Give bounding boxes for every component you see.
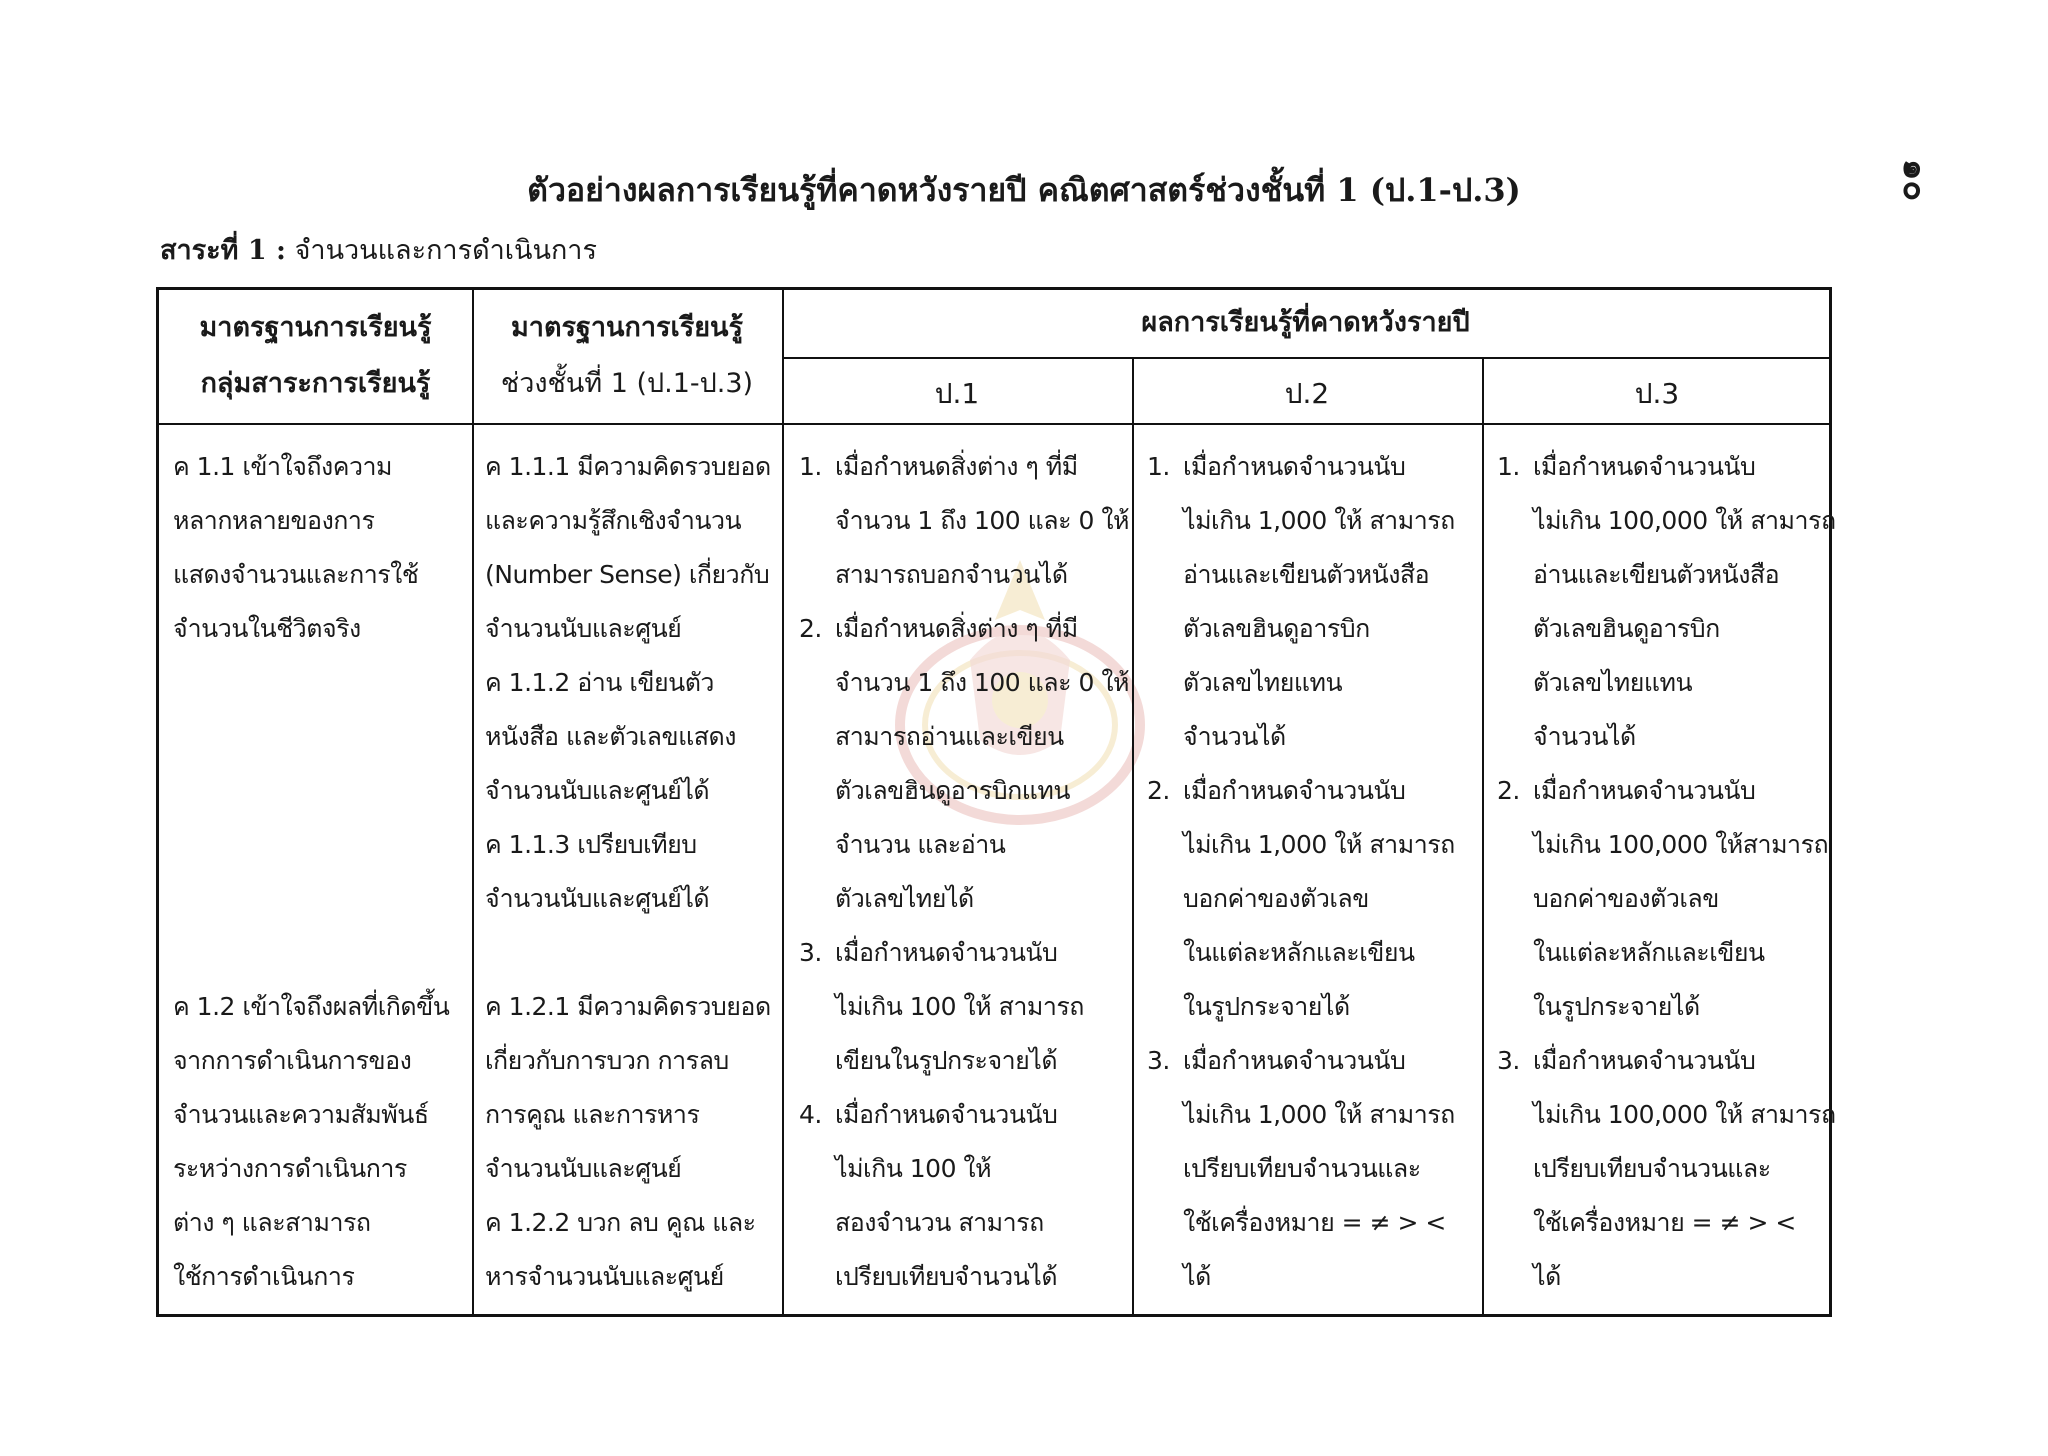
p3-line-text: ตัวเลขฮินดูอารบิก	[1533, 614, 1720, 643]
p3-line-text: ไม่เกิน 100,000 ให้ สามารถ	[1533, 506, 1836, 535]
p2-line	[1147, 602, 1477, 656]
p3-item-number: 1.	[1497, 452, 1520, 481]
col2-line: ค 1.2.1 มีความคิดรวบยอด	[485, 992, 771, 1021]
p2-line-text: ใช้เครื่องหมาย = ≠ > <	[1183, 1208, 1446, 1237]
col2-line: และความรู้สึกเชิงจำนวน	[485, 506, 742, 535]
p1-line-text: จำนวน และอ่าน	[835, 830, 1006, 859]
p1-line	[799, 710, 1129, 764]
p1-line-text: เมื่อกำหนดสิ่งต่าง ๆ ที่มี	[835, 614, 1078, 643]
grade-p3-column	[1497, 440, 1836, 1304]
p1-line-text: ตัวเลขฮินดูอารบิกแทน	[835, 776, 1070, 805]
p2-line	[1147, 656, 1477, 710]
p1-line-text: เขียนในรูปกระจายได้	[835, 1046, 1058, 1075]
p1-line	[799, 548, 1129, 602]
header-group-standard-line2: กลุ่มสาระการเรียนรู้	[200, 368, 431, 399]
p2-line	[1147, 1250, 1477, 1304]
p2-line	[1147, 440, 1477, 494]
col2-line	[485, 926, 780, 980]
p3-line	[1497, 656, 1827, 710]
p2-line	[1147, 1034, 1477, 1088]
subject-label: สาระที่ 1 :	[160, 235, 286, 266]
p2-line-text: เมื่อกำหนดจำนวนนับ	[1183, 776, 1406, 805]
col2-line: จำนวนนับและศูนย์	[485, 1154, 682, 1183]
grade-p2-column	[1147, 440, 1477, 1304]
p1-item-number: 3.	[799, 938, 822, 967]
grade-p1-column	[799, 440, 1129, 1304]
col2-line: หารจำนวนนับและศูนย์	[485, 1262, 724, 1291]
p1-line	[799, 926, 1129, 980]
col1-line: ระหว่างการดำเนินการ	[173, 1154, 407, 1183]
p3-line	[1497, 494, 1836, 548]
p3-line	[1497, 980, 1827, 1034]
col1-line: จำนวนและความสัมพันธ์	[173, 1100, 429, 1129]
p1-line	[799, 980, 1129, 1034]
p1-line	[799, 872, 1129, 926]
p1-line	[799, 1088, 1129, 1142]
page-number: ๑๐	[1895, 158, 1935, 202]
col2-line: เกี่ยวกับการบวก การลบ	[485, 1046, 729, 1075]
p1-line-text: สามารถอ่านและเขียน	[835, 722, 1064, 751]
col1-line	[173, 818, 468, 872]
p1-line	[799, 764, 1129, 818]
p2-line-text: เมื่อกำหนดจำนวนนับ	[1183, 1046, 1406, 1075]
p2-line-text: ได้	[1183, 1262, 1211, 1291]
p3-line-text: ไม่เกิน 100,000 ให้สามารถ	[1533, 830, 1829, 859]
p3-line	[1497, 1196, 1827, 1250]
stage-standard-column	[485, 440, 780, 1304]
p2-line	[1147, 926, 1477, 980]
p3-line-text: อ่านและเขียนตัวหนังสือ	[1533, 560, 1780, 589]
p2-line-text: ตัวเลขฮินดูอารบิก	[1183, 614, 1370, 643]
p3-line-text: ในรูปกระจายได้	[1533, 992, 1700, 1021]
col2-line: ค 1.2.2 บวก ลบ คูณ และ	[485, 1208, 756, 1237]
p3-line-text: ตัวเลขไทยแทน	[1533, 668, 1693, 697]
p2-line	[1147, 548, 1477, 602]
p1-line-text: ไม่เกิน 100 ให้ สามารถ	[835, 992, 1084, 1021]
p3-line	[1497, 440, 1827, 494]
header-group-standard-line1: มาตรฐานการเรียนรู้	[199, 312, 432, 343]
p2-line-text: จำนวนได้	[1183, 722, 1286, 751]
p3-line-text: เมื่อกำหนดจำนวนนับ	[1533, 776, 1756, 805]
p2-line-text: ในแต่ละหลักและเขียน	[1183, 938, 1415, 967]
col1-line	[173, 656, 468, 710]
subject-line	[160, 228, 597, 271]
col2-line: (Number Sense) เกี่ยวกับ	[485, 560, 770, 589]
p3-line-text: ได้	[1533, 1262, 1561, 1291]
p2-line-text: เมื่อกำหนดจำนวนนับ	[1183, 452, 1406, 481]
p2-line	[1147, 1088, 1477, 1142]
p3-line	[1497, 872, 1827, 926]
col1-line: จากการดำเนินการของ	[173, 1046, 412, 1075]
col2-line: จำนวนนับและศูนย์	[485, 614, 682, 643]
p2-line-text: เปรียบเทียบจำนวนและ	[1183, 1154, 1421, 1183]
p3-line	[1497, 1034, 1827, 1088]
col2-line: หนังสือ และตัวเลขแสดง	[485, 722, 736, 751]
p2-line-text: ตัวเลขไทยแทน	[1183, 668, 1343, 697]
p1-line	[799, 818, 1129, 872]
header-stage-standard-line1: มาตรฐานการเรียนรู้	[510, 312, 744, 343]
header-stage-standard	[472, 300, 782, 412]
p3-item-number: 3.	[1497, 1046, 1520, 1075]
p1-line-text: ตัวเลขไทยได้	[835, 884, 974, 913]
p1-line	[799, 656, 1129, 710]
p3-line-text: เปรียบเทียบจำนวนและ	[1533, 1154, 1771, 1183]
p1-line-text: สามารถบอกจำนวนได้	[835, 560, 1068, 589]
standards-table	[156, 287, 1836, 1317]
p3-line	[1497, 818, 1827, 872]
p1-line-text: เปรียบเทียบจำนวนได้	[835, 1262, 1058, 1291]
p3-line	[1497, 548, 1827, 602]
p2-line	[1147, 1142, 1477, 1196]
p2-line	[1147, 710, 1477, 764]
col2-line: การคูณ และการหาร	[485, 1100, 700, 1129]
p1-line	[799, 602, 1129, 656]
p1-line-text: จำนวน 1 ถึง 100 และ 0 ให้	[835, 506, 1130, 535]
col2-line: จำนวนนับและศูนย์ได้	[485, 776, 710, 805]
p2-line	[1147, 980, 1477, 1034]
header-grade-p1: ป.1	[934, 377, 980, 410]
p3-line	[1497, 764, 1827, 818]
col1-line: ค 1.1 เข้าใจถึงความ	[173, 452, 393, 481]
col1-line: แสดงจำนวนและการใช้	[173, 560, 419, 589]
p3-line-text: ไม่เกิน 100,000 ให้ สามารถ	[1533, 1100, 1836, 1129]
p2-line-text: ในรูปกระจายได้	[1183, 992, 1350, 1021]
p1-line	[799, 1034, 1129, 1088]
p3-line	[1497, 926, 1827, 980]
p2-line-text: บอกค่าของตัวเลข	[1183, 884, 1369, 913]
col1-line: ต่าง ๆ และสามารถ	[173, 1208, 371, 1237]
p2-line-text: ไม่เกิน 1,000 ให้ สามารถ	[1183, 506, 1455, 535]
header-expected-outcomes: ผลการเรียนรู้ที่คาดหวังรายปี	[1141, 307, 1470, 338]
p1-line-text: สองจำนวน สามารถ	[835, 1208, 1044, 1237]
col2-line: ค 1.1.2 อ่าน เขียนตัว	[485, 668, 714, 697]
p3-line	[1497, 710, 1827, 764]
col1-line	[173, 764, 468, 818]
col1-line	[173, 710, 468, 764]
p1-item-number: 1.	[799, 452, 822, 481]
p3-line	[1497, 1088, 1836, 1142]
p1-line	[799, 440, 1129, 494]
p3-line	[1497, 1250, 1827, 1304]
p1-line-text: ไม่เกิน 100 ให้	[835, 1154, 992, 1183]
p2-line-text: ไม่เกิน 1,000 ให้ สามารถ	[1183, 1100, 1455, 1129]
p2-line-text: อ่านและเขียนตัวหนังสือ	[1183, 560, 1430, 589]
p3-line-text: เมื่อกำหนดจำนวนนับ	[1533, 452, 1756, 481]
p3-item-number: 2.	[1497, 776, 1520, 805]
p2-line	[1147, 872, 1477, 926]
p1-line-text: เมื่อกำหนดจำนวนนับ	[835, 1100, 1058, 1129]
p1-item-number: 4.	[799, 1100, 822, 1129]
header-grade-p2: ป.2	[1284, 377, 1330, 410]
p1-line	[799, 1250, 1129, 1304]
p3-line-text: จำนวนได้	[1533, 722, 1636, 751]
p2-line	[1147, 818, 1477, 872]
p1-line-text: จำนวน 1 ถึง 100 และ 0 ให้	[835, 668, 1130, 697]
p1-item-number: 2.	[799, 614, 822, 643]
p1-line-text: เมื่อกำหนดสิ่งต่าง ๆ ที่มี	[835, 452, 1078, 481]
p1-line	[799, 1142, 1129, 1196]
p1-line-text: เมื่อกำหนดจำนวนนับ	[835, 938, 1058, 967]
p3-line	[1497, 1142, 1827, 1196]
p3-line-text: ใช้เครื่องหมาย = ≠ > <	[1533, 1208, 1796, 1237]
p2-line	[1147, 494, 1477, 548]
subject-text: จำนวนและการดำเนินการ	[286, 235, 597, 266]
p1-line	[799, 1196, 1129, 1250]
page-title: ตัวอย่างผลการเรียนรู้ที่คาดหวังรายปี คณิตศาสตร์ช่วงชั้นที่ 1 (ป.1-ป.3)	[527, 171, 1521, 209]
col1-line: จำนวนในชีวิตจริง	[173, 614, 361, 643]
p2-item-number: 2.	[1147, 776, 1170, 805]
p3-line-text: เมื่อกำหนดจำนวนนับ	[1533, 1046, 1756, 1075]
p2-item-number: 1.	[1147, 452, 1170, 481]
group-standard-column	[173, 440, 468, 1304]
col1-line: ใช้การดำเนินการ	[173, 1262, 355, 1291]
header-group-standard	[159, 300, 472, 412]
p2-item-number: 3.	[1147, 1046, 1170, 1075]
col1-line: ค 1.2 เข้าใจถึงผลที่เกิดขึ้น	[173, 992, 450, 1021]
col1-line: หลากหลายของการ	[173, 506, 375, 535]
p3-line	[1497, 602, 1827, 656]
col2-line: ค 1.1.1 มีความคิดรวบยอด	[485, 452, 771, 481]
p3-line-text: ในแต่ละหลักและเขียน	[1533, 938, 1765, 967]
col2-line: จำนวนนับและศูนย์ได้	[485, 884, 710, 913]
p3-line-text: บอกค่าของตัวเลข	[1533, 884, 1719, 913]
p2-line	[1147, 1196, 1477, 1250]
col1-line	[173, 872, 468, 926]
p2-line	[1147, 764, 1477, 818]
col1-line	[173, 926, 468, 980]
p2-line-text: ไม่เกิน 1,000 ให้ สามารถ	[1183, 830, 1455, 859]
header-grade-p3: ป.3	[1634, 377, 1680, 410]
p1-line	[799, 494, 1129, 548]
header-stage-standard-line2: ช่วงชั้นที่ 1 (ป.1-ป.3)	[500, 368, 754, 399]
col2-line: ค 1.1.3 เปรียบเทียบ	[485, 830, 697, 859]
